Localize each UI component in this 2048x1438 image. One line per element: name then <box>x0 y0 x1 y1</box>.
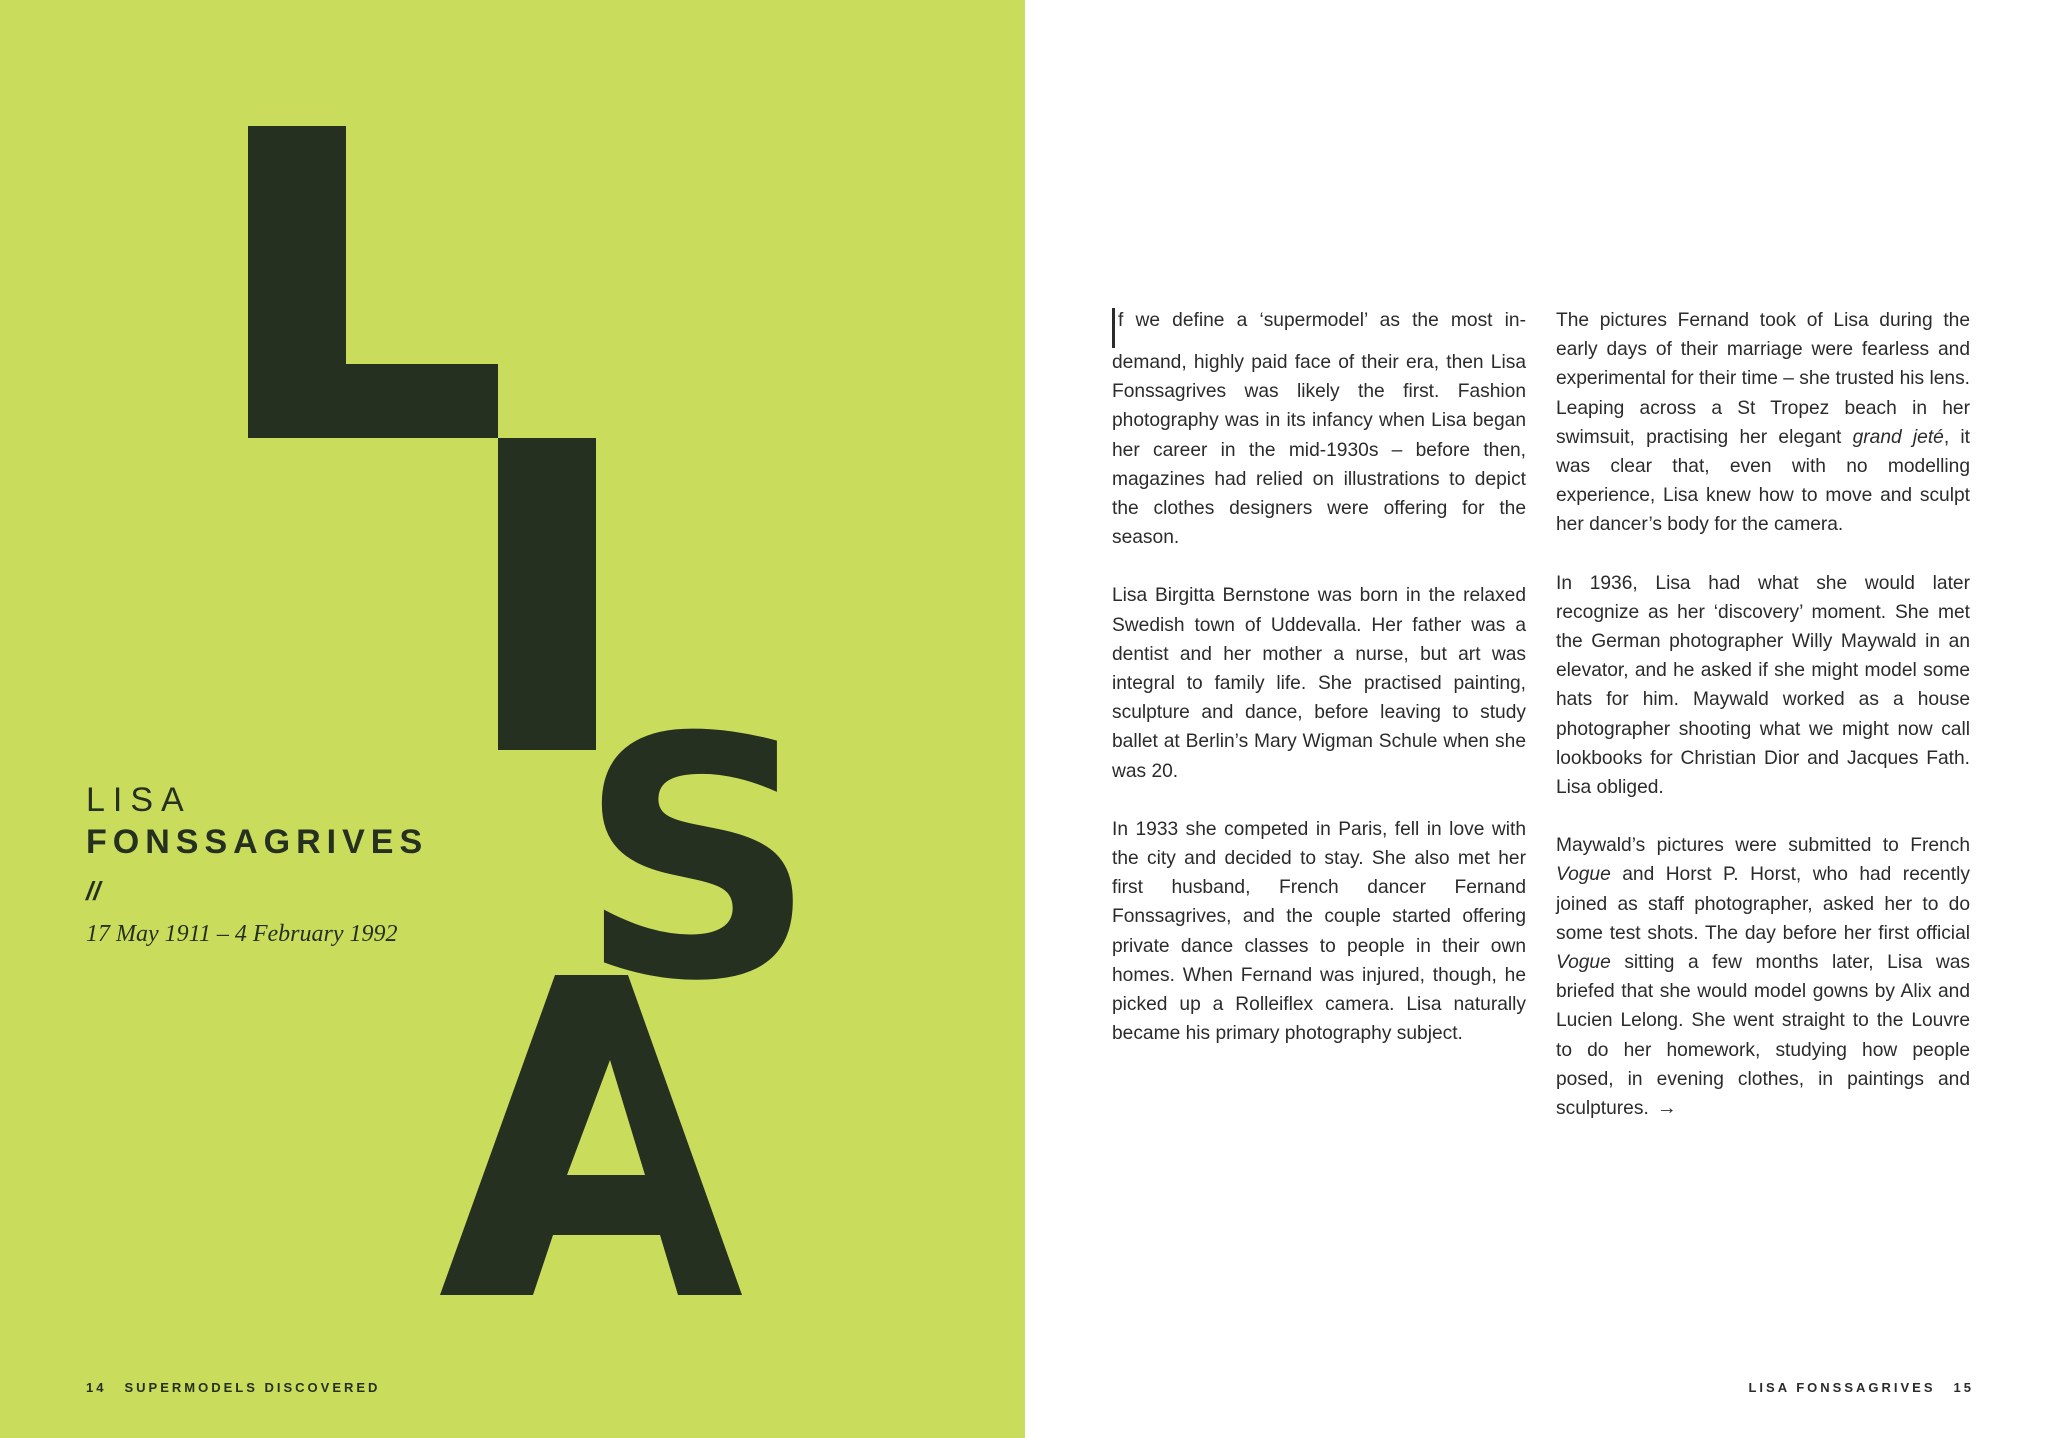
title-last-name: FONSSAGRIVES <box>86 823 429 861</box>
paragraph-text: Maywald’s pictures were submitted to French <box>1556 835 1970 857</box>
title-separator: // <box>86 876 101 906</box>
page-number-left: 14 <box>86 1380 107 1395</box>
paragraph <box>1112 306 1526 552</box>
life-dates: 17 May 1911 – 4 February 1992 <box>86 921 398 947</box>
running-head: LISA FONSSAGRIVES <box>1748 1380 1936 1395</box>
title-first-name: LISA <box>86 781 192 819</box>
paragraph-text: f we define a ‘supermodel’ as the most in-demand, highly paid face of their era, then Lisa Fonssagrives was likely the first. Fashion photography was in its infancy when Lisa began her career in the mid-1930s – before then, magazines had relied on illustrations to depict the clothes designers were offering for the season. <box>1112 310 1526 549</box>
arrow-right-icon: → <box>1656 1097 1677 1120</box>
italic-term: Vogue <box>1556 864 1611 886</box>
paragraph <box>1556 306 1970 540</box>
paragraph-text: and Horst P. Horst, who had recently joined as staff photographer, asked her to do some test shots. The day before her first official <box>1556 864 1970 944</box>
drop-cap-i <box>1112 308 1115 348</box>
paragraph-text: sitting a few months later, Lisa was briefed that she would model gowns by Alix and Lucien Lelong. She went straight to the Louvre to do her homework, studying how people posed, in evening clothes, in paintings and sculptures. <box>1556 952 1970 1120</box>
big-letter-l <box>248 126 498 438</box>
body-column-1 <box>1112 306 1526 1077</box>
page-number-right: 15 <box>1953 1380 1974 1395</box>
folio-left <box>86 1380 380 1395</box>
italic-term: grand jeté <box>1852 426 1944 448</box>
paragraph: Lisa Birgitta Bernstone was born in the relaxed Swedish town of Uddevalla. Her father was a dentist and her mother a nurse, but art was integral to family life. She practised painting, sculpture and dance, before leaving to study ballet at Berlin’s Mary Wigman Schule when she was 20. <box>1112 585 1526 782</box>
paragraph-text: The pictures Fernand took of Lisa during the early days of their marriage were fearless and experimental for their time – she trusted his lens. Leaping across a St Tropez beach in her swimsuit, practising her elegant <box>1556 310 1970 448</box>
body-column-2 <box>1556 306 1970 1152</box>
paragraph-text: , it was clear that, even with no modelling experience, Lisa knew how to move and sculpt her dancer’s body for the camera. <box>1556 426 1970 536</box>
paragraph: In 1936, Lisa had what she would later recognize as her ‘discovery’ moment. She met the German photographer Willy Maywald in an elevator, and he asked if she might model some hats for him. Maywald worked as a house photographer shooting what we might now call lookbooks for Christian Dior and Jacques Fath. Lisa obliged. <box>1556 572 1970 799</box>
folio-right <box>1748 1380 1974 1395</box>
big-letter-s: S <box>578 668 818 1054</box>
publication-title: SUPERMODELS DISCOVERED <box>124 1380 381 1395</box>
paragraph <box>1556 831 1970 1123</box>
paragraph: In 1933 she competed in Paris, fell in love with the city and decided to stay. She also met her first husband, French dancer Fernand Fonssagrives, and the couple started offering private dance classes to people in their own homes. When Fernand was injured, though, he picked up a Rolleiflex camera. Lisa naturally became his primary photography subject. <box>1112 818 1526 1045</box>
article-title-block <box>86 780 428 948</box>
italic-term: Vogue <box>1556 952 1611 974</box>
